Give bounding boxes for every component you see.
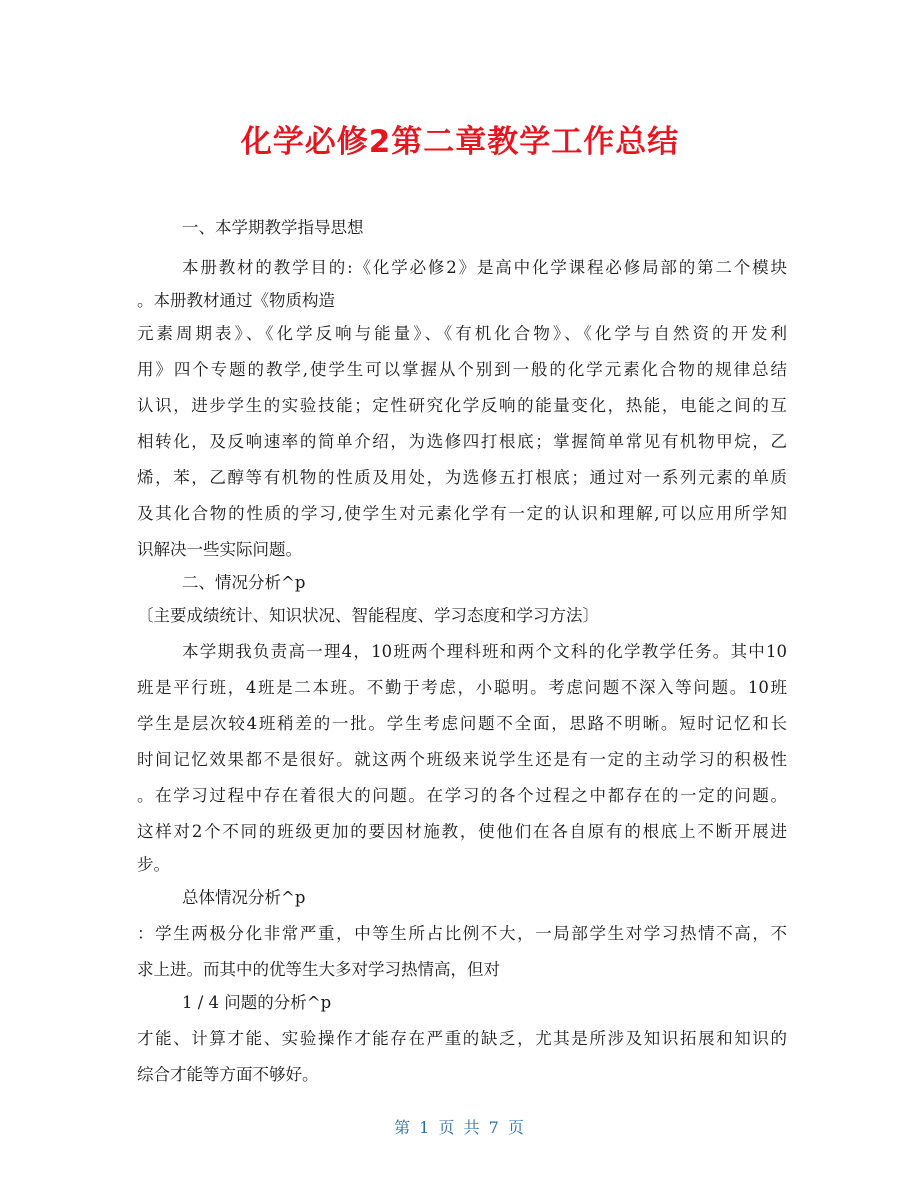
paragraph-line: 相转化，及反响速率的简单介绍，为选修四打根底；掌握简单常见有机物甲烷，乙 <box>137 432 787 451</box>
paragraph-line: 认识，进步学生的实验技能；定性研究化学反响的能量变化，热能，电能之间的互 <box>137 396 787 415</box>
paragraph-line: 用》四个专题的教学,使学生可以掌握从个别到一般的化学元素化合物的规律总结 <box>137 360 787 379</box>
paragraph-line: 综合才能等方面不够好。 <box>137 1065 319 1084</box>
section-heading-2: 二、情况分析^p <box>182 573 306 592</box>
paragraph-line: 本学期我负责高一理4，10班两个理科班和两个文科的化学教学任务。其中10 <box>182 642 787 661</box>
page-footer: 第 1 页 共 7 页 <box>394 1118 526 1137</box>
section-heading-3: 总体情况分析^p <box>182 888 306 907</box>
paragraph-line: 烯，苯，乙醇等有机物的性质及用处，为选修五打根底；通过对一系列元素的单质 <box>137 468 787 487</box>
paragraph-line: 及其化合物的性质的学习,使学生对元素化学有一定的认识和理解,可以应用所学知 <box>137 504 787 523</box>
section-heading-4: 1 / 4 问题的分析^p <box>182 993 332 1012</box>
paragraph-line: 〔主要成绩统计、知识状况、智能程度、学习态度和学习方法〕 <box>137 606 599 625</box>
paragraph-line: ：学生两极分化非常严重，中等生所占比例不大，一局部学生对学习热情不高，不 <box>137 924 787 943</box>
paragraph-line: 这样对2个不同的班级更加的要因材施教，使他们在各自原有的根底上不断开展进 <box>137 822 787 841</box>
paragraph-line: 才能、计算才能、实验操作才能存在严重的缺乏，尤其是所涉及知识拓展和知识的 <box>137 1029 787 1048</box>
paragraph-line: 班是平行班，4班是二本班。不勤于考虑，小聪明。考虑问题不深入等问题。10班 <box>137 678 787 697</box>
paragraph-line: 求上进。而其中的优等生大多对学习热情高，但对 <box>137 960 500 979</box>
paragraph-line: 识解决一些实际问题。 <box>137 540 302 559</box>
section-heading-1: 一、本学期教学指导思想 <box>182 218 364 237</box>
paragraph-line: 时间记忆效果都不是很好。就这两个班级来说学生还是有一定的主动学习的积极性 <box>137 750 787 769</box>
paragraph-line: 。本册教材通过《物质构造 <box>137 291 335 310</box>
paragraph-line: 元素周期表》、《化学反响与能量》、《有机化合物》、《化学与自然资的开发利 <box>137 324 787 343</box>
paragraph-line: 本册教材的教学目的:《化学必修2》是高中化学课程必修局部的第二个模块 <box>182 258 787 277</box>
page-title: 化学必修2第二章教学工作总结 <box>240 124 680 160</box>
paragraph-line: 步。 <box>137 855 170 874</box>
paragraph-line: 。在学习过程中存在着很大的问题。在学习的各个过程之中都存在的一定的问题。 <box>137 786 787 805</box>
paragraph-line: 学生是层次较4班稍差的一批。学生考虑问题不全面，思路不明晰。短时记忆和长 <box>137 714 787 733</box>
